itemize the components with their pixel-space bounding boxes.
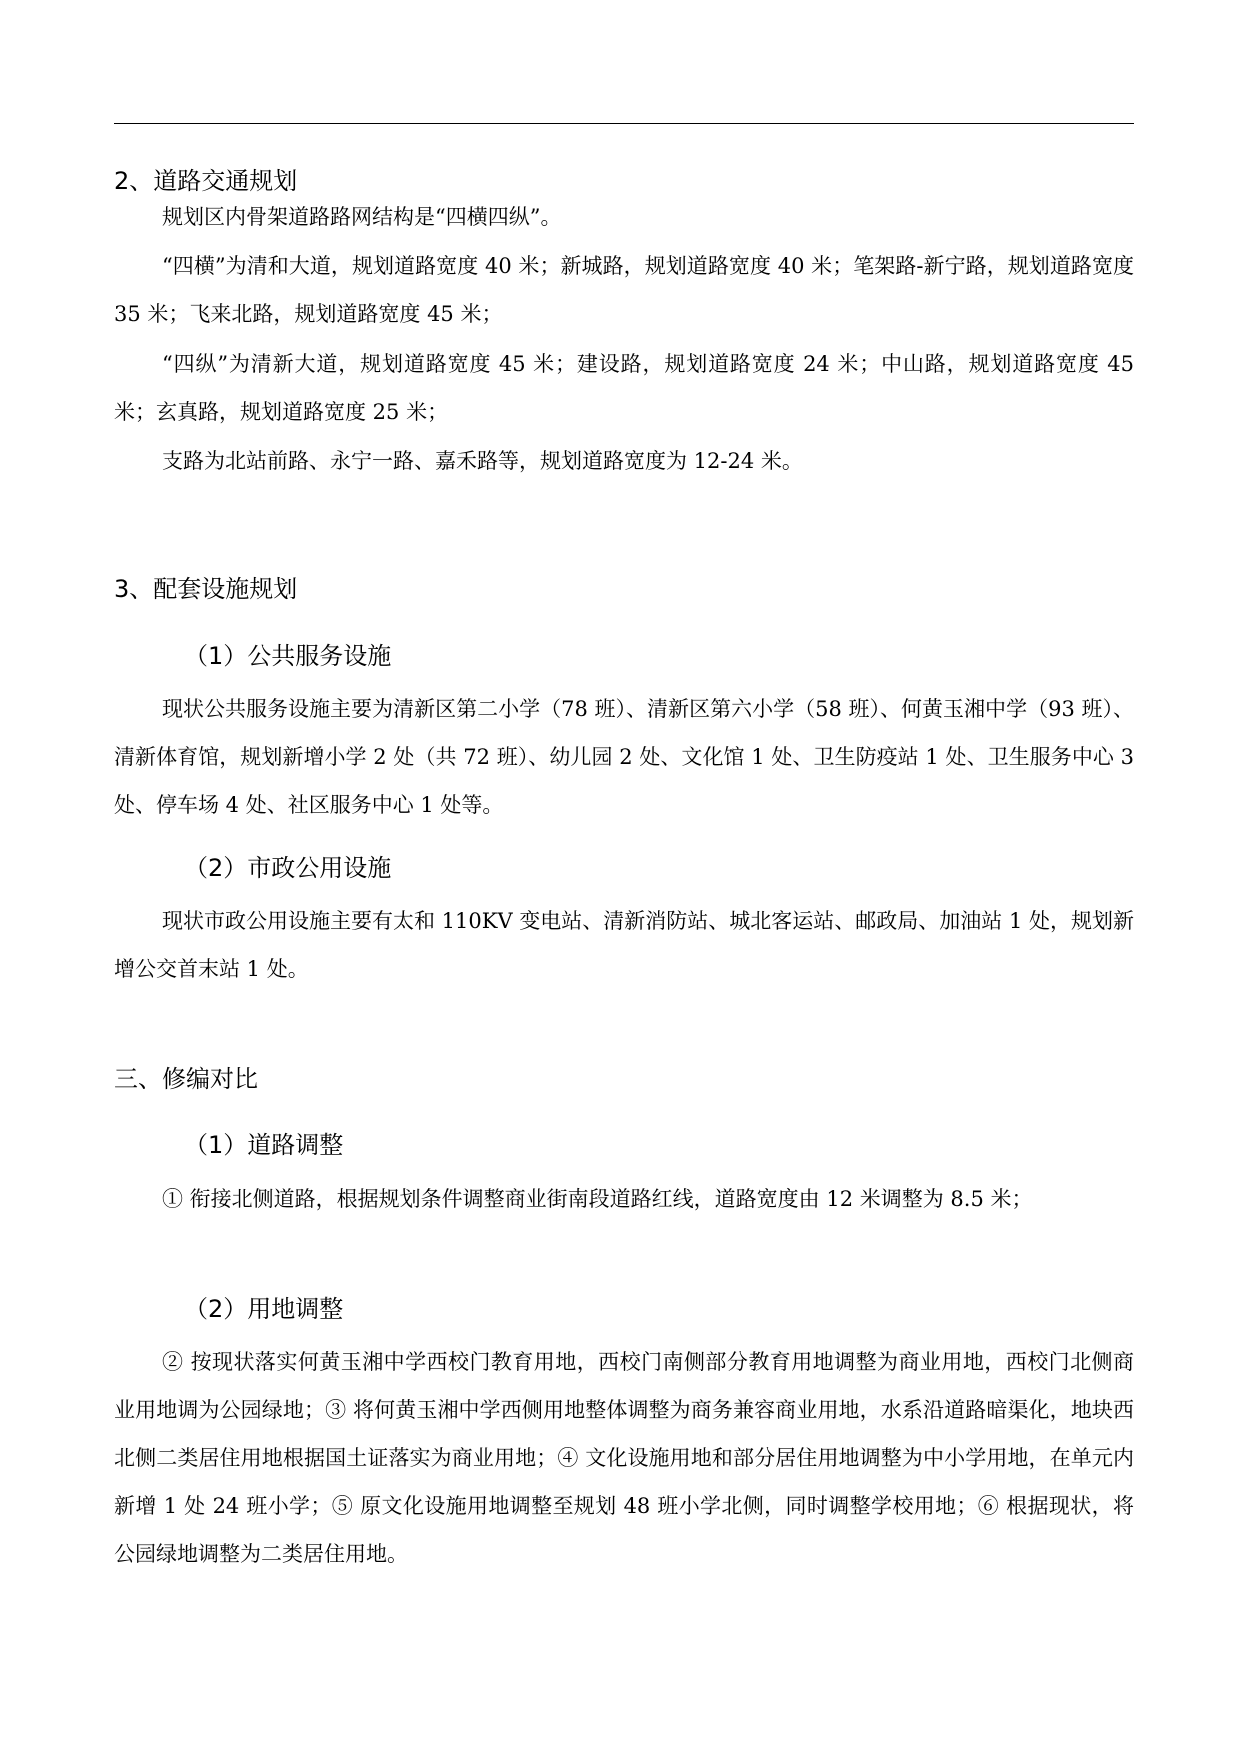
road-paragraph-3: “四纵”为清新大道，规划道路宽度 45 米；建设路，规划道路宽度 24 米；中山路，规划道路宽度 45 米；玄真路，规划道路宽度 25 米； — [114, 352, 1134, 424]
header-rule — [114, 123, 1134, 124]
land-adjustment-paragraph: ② 按现状落实何黄玉湘中学西校门教育用地，西校门南侧部分教育用地调整为商业用地，西校门北侧商业用地调为公园绿地；③ 将何黄玉湘中学西侧用地整体调整为商务兼容商业用地，水系沿道路暗渠化，地块西北侧二类居住用地根据国土证落实为商业用地；④ 文化设施用地和部分居住用地调整为中小学用地，在单元内新增 1 处 24 班小学；⑤ 原文化设施用地调整至规划 48 班小学北侧，同时调整学校用地；⑥ 根据现状，将公园绿地调整为二类居住用地。 — [114, 1350, 1134, 1566]
road-paragraph-1: 规划区内骨架道路路网结构是“四横四纵”。 — [162, 205, 562, 229]
heading-land-adjustment: （2）用地调整 — [184, 1295, 344, 1323]
heading-facilities-plan: 3、配套设施规划 — [114, 575, 298, 603]
road-adjustment-paragraph: ① 衔接北侧道路，根据规划条件调整商业街南段道路红线，道路宽度由 12 米调整为 8.5 米； — [162, 1187, 1033, 1211]
heading-road-traffic-plan: 2、道路交通规划 — [114, 167, 298, 195]
heading-road-adjustment: （1）道路调整 — [184, 1131, 344, 1159]
road-paragraph-4: 支路为北站前路、永宁一路、嘉禾路等，规划道路宽度为 12-24 米。 — [162, 449, 803, 473]
road-paragraph-2: “四横”为清和大道，规划道路宽度 40 米；新城路，规划道路宽度 40 米；笔架路-新宁路，规划道路宽度 35 米；飞来北路，规划道路宽度 45 米； — [114, 254, 1134, 326]
heading-public-services: （1）公共服务设施 — [184, 642, 392, 670]
public-services-paragraph: 现状公共服务设施主要为清新区第二小学（78 班）、清新区第六小学（58 班）、何黄玉湘中学（93 班）、清新体育馆，规划新增小学 2 处（共 72 班）、幼儿园 2 处、文化馆 1 处、卫生防疫站 1 处、卫生服务中心 3 处、停车场 4 处、社区服务中心 1 处等。 — [114, 697, 1134, 817]
heading-municipal-utilities: （2）市政公用设施 — [184, 854, 392, 882]
heading-revision-comparison: 三、修编对比 — [114, 1065, 258, 1093]
municipal-utilities-paragraph: 现状市政公用设施主要有太和 110KV 变电站、清新消防站、城北客运站、邮政局、加油站 1 处，规划新增公交首末站 1 处。 — [114, 909, 1134, 981]
